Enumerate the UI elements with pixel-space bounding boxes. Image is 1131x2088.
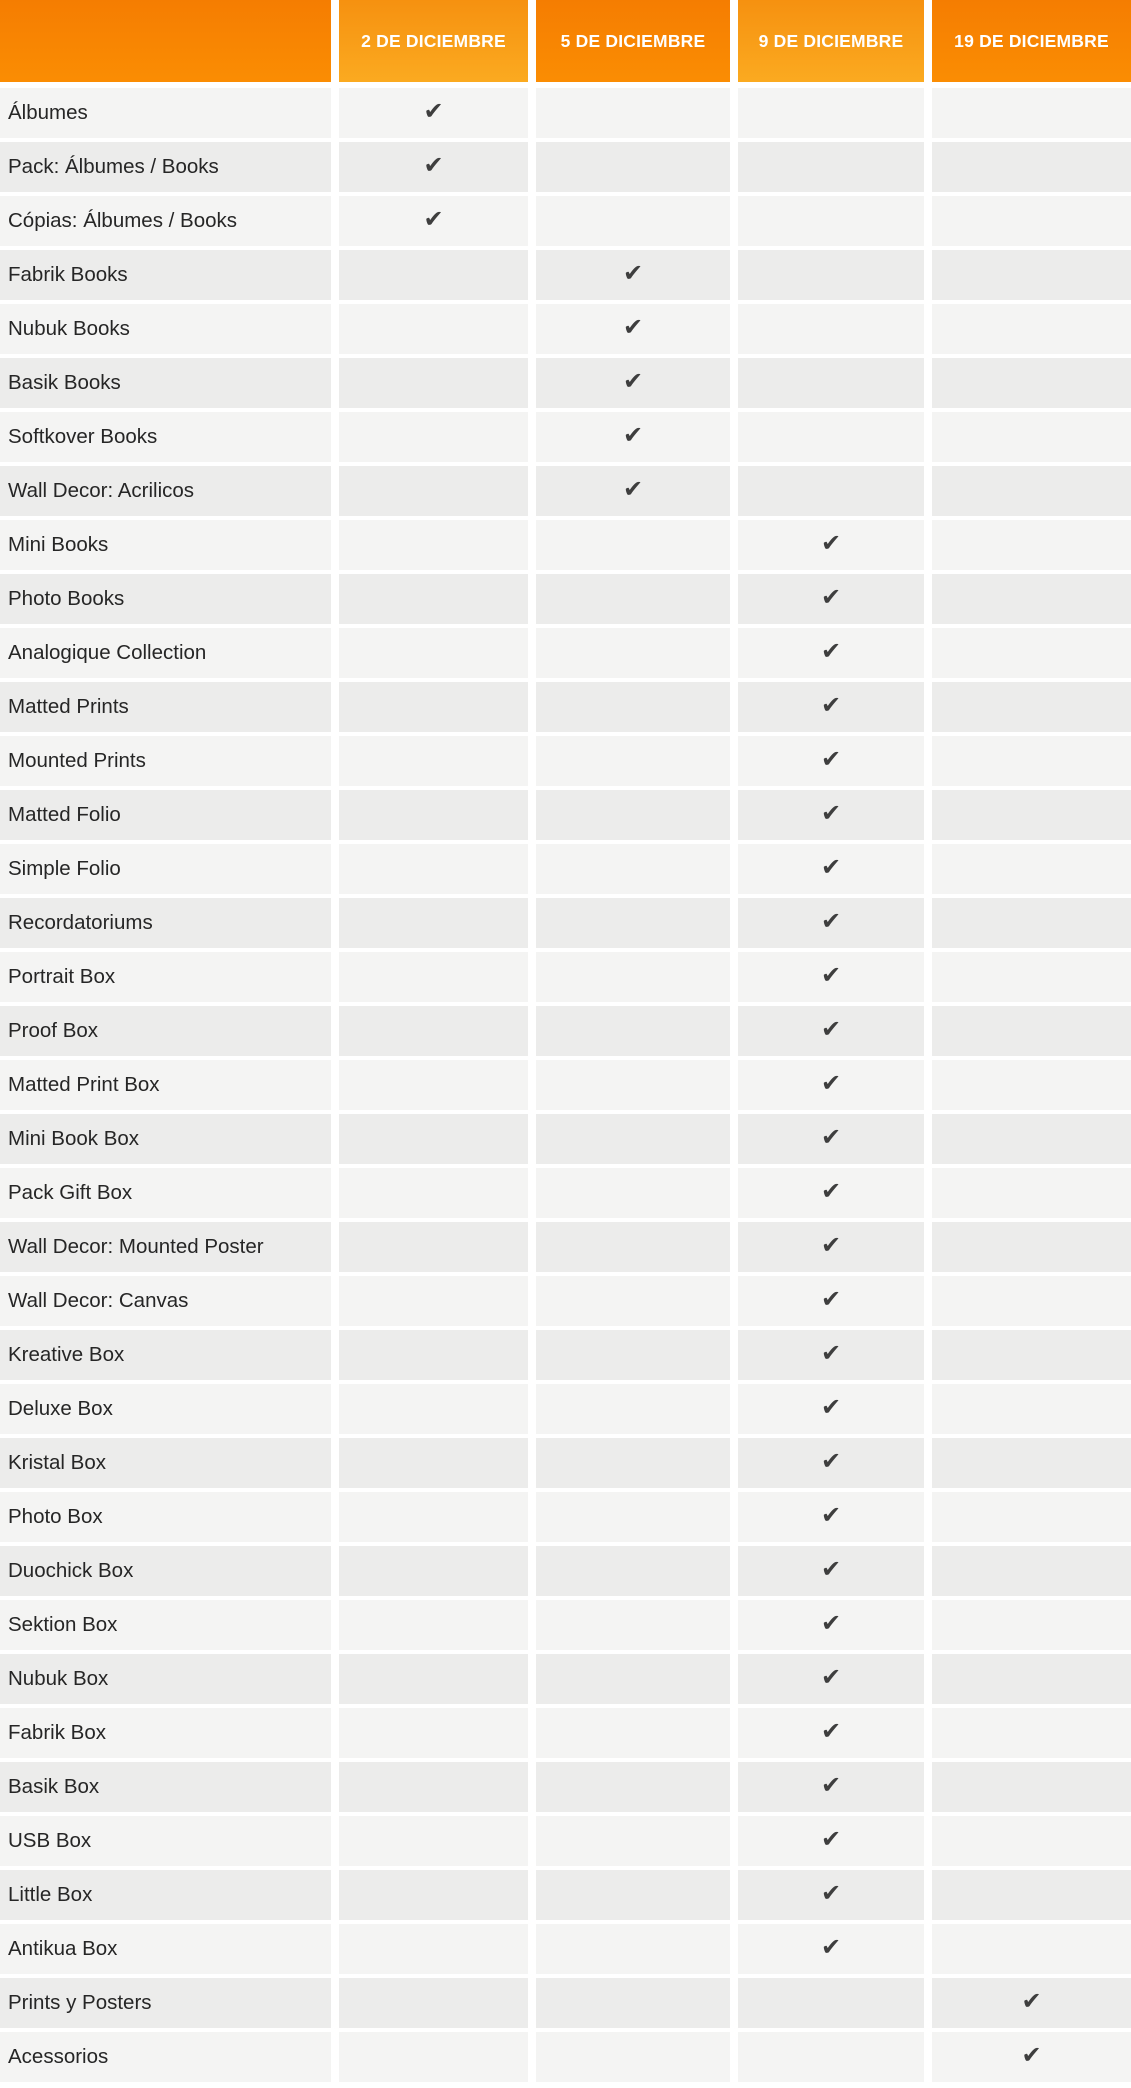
check-cell-2-de-diciembre bbox=[339, 844, 528, 894]
checkmark-icon: ✔ bbox=[622, 260, 644, 287]
check-cell-9-de-diciembre bbox=[738, 1006, 924, 1056]
product-name: Sektion Box bbox=[0, 1600, 331, 1650]
table-row bbox=[0, 358, 1131, 408]
checkmark-icon: ✔ bbox=[1021, 1988, 1042, 2015]
table-row bbox=[0, 250, 1131, 300]
check-cell-19-de-diciembre bbox=[932, 466, 1131, 516]
check-cell-19-de-diciembre bbox=[932, 1060, 1131, 1110]
check-cell-5-de-diciembre bbox=[536, 142, 730, 192]
table-row bbox=[0, 1654, 1131, 1704]
checkmark-icon: ✔ bbox=[820, 1124, 842, 1151]
check-cell-19-de-diciembre bbox=[932, 1600, 1131, 1650]
check-cell-19-de-diciembre bbox=[932, 1492, 1131, 1542]
check-cell-9-de-diciembre bbox=[738, 1276, 924, 1326]
check-cell-9-de-diciembre bbox=[738, 574, 924, 624]
product-name: Kristal Box bbox=[0, 1438, 331, 1488]
check-cell-9-de-diciembre bbox=[738, 1330, 924, 1380]
check-cell-19-de-diciembre bbox=[932, 1870, 1131, 1920]
checkmark-icon: ✔ bbox=[423, 206, 444, 233]
check-cell-19-de-diciembre bbox=[932, 88, 1131, 138]
check-cell-19-de-diciembre bbox=[932, 682, 1131, 732]
checkmark-icon: ✔ bbox=[820, 692, 842, 719]
check-cell-9-de-diciembre bbox=[738, 2032, 924, 2082]
checkmark-icon: ✔ bbox=[423, 98, 444, 125]
check-cell-5-de-diciembre bbox=[536, 88, 730, 138]
check-cell-5-de-diciembre bbox=[536, 358, 730, 408]
product-name: Softkover Books bbox=[0, 412, 331, 462]
check-cell-19-de-diciembre bbox=[932, 1924, 1131, 1974]
table-row bbox=[0, 1438, 1131, 1488]
checkmark-icon: ✔ bbox=[423, 152, 444, 179]
product-name: Simple Folio bbox=[0, 844, 331, 894]
header-19-de-diciembre: 19 DE DICIEMBRE bbox=[932, 0, 1131, 82]
check-cell-19-de-diciembre bbox=[932, 1330, 1131, 1380]
check-cell-2-de-diciembre bbox=[339, 574, 528, 624]
check-cell-2-de-diciembre bbox=[339, 142, 528, 192]
check-cell-5-de-diciembre bbox=[536, 1006, 730, 1056]
check-cell-5-de-diciembre bbox=[536, 574, 730, 624]
check-cell-2-de-diciembre bbox=[339, 1708, 528, 1758]
check-cell-5-de-diciembre bbox=[536, 898, 730, 948]
table-row bbox=[0, 1384, 1131, 1434]
table-row bbox=[0, 2032, 1131, 2082]
table-row bbox=[0, 1978, 1131, 2028]
product-name: Matted Prints bbox=[0, 682, 331, 732]
check-cell-19-de-diciembre bbox=[932, 1816, 1131, 1866]
check-cell-9-de-diciembre bbox=[738, 1816, 924, 1866]
check-cell-2-de-diciembre bbox=[339, 682, 528, 732]
checkmark-icon: ✔ bbox=[820, 1610, 842, 1637]
check-cell-2-de-diciembre bbox=[339, 790, 528, 840]
check-cell-5-de-diciembre bbox=[536, 1384, 730, 1434]
checkmark-icon: ✔ bbox=[820, 530, 842, 557]
table-row bbox=[0, 628, 1131, 678]
check-cell-19-de-diciembre bbox=[932, 1114, 1131, 1164]
check-cell-5-de-diciembre bbox=[536, 466, 730, 516]
check-cell-19-de-diciembre bbox=[932, 2032, 1131, 2082]
check-cell-9-de-diciembre bbox=[738, 358, 924, 408]
table-row bbox=[0, 1708, 1131, 1758]
check-cell-5-de-diciembre bbox=[536, 1978, 730, 2028]
table-row bbox=[0, 790, 1131, 840]
check-cell-9-de-diciembre bbox=[738, 1654, 924, 1704]
check-cell-9-de-diciembre bbox=[738, 1546, 924, 1596]
table-row bbox=[0, 682, 1131, 732]
check-cell-5-de-diciembre bbox=[536, 952, 730, 1002]
check-cell-2-de-diciembre bbox=[339, 520, 528, 570]
table-row bbox=[0, 1492, 1131, 1542]
check-cell-5-de-diciembre bbox=[536, 304, 730, 354]
check-cell-5-de-diciembre bbox=[536, 1600, 730, 1650]
check-cell-2-de-diciembre bbox=[339, 88, 528, 138]
check-cell-19-de-diciembre bbox=[932, 1546, 1131, 1596]
table-body bbox=[0, 88, 1131, 2082]
check-cell-5-de-diciembre bbox=[536, 1438, 730, 1488]
table-row bbox=[0, 1060, 1131, 1110]
check-cell-9-de-diciembre bbox=[738, 304, 924, 354]
product-name: Nubuk Books bbox=[0, 304, 331, 354]
table-row bbox=[0, 1168, 1131, 1218]
checkmark-icon: ✔ bbox=[820, 1394, 842, 1421]
check-cell-2-de-diciembre bbox=[339, 466, 528, 516]
check-cell-2-de-diciembre bbox=[339, 1006, 528, 1056]
check-cell-5-de-diciembre bbox=[536, 1492, 730, 1542]
check-cell-19-de-diciembre bbox=[932, 1708, 1131, 1758]
table-row bbox=[0, 1006, 1131, 1056]
checkmark-icon: ✔ bbox=[820, 1664, 842, 1691]
table-header bbox=[0, 0, 1131, 82]
checkmark-icon: ✔ bbox=[820, 1772, 842, 1799]
check-cell-9-de-diciembre bbox=[738, 1978, 924, 2028]
check-cell-9-de-diciembre bbox=[738, 196, 924, 246]
checkmark-icon: ✔ bbox=[820, 854, 842, 881]
check-cell-19-de-diciembre bbox=[932, 358, 1131, 408]
check-cell-5-de-diciembre bbox=[536, 1924, 730, 1974]
check-cell-9-de-diciembre bbox=[738, 1384, 924, 1434]
check-cell-9-de-diciembre bbox=[738, 1708, 924, 1758]
product-name: Matted Folio bbox=[0, 790, 331, 840]
check-cell-9-de-diciembre bbox=[738, 1060, 924, 1110]
check-cell-2-de-diciembre bbox=[339, 1762, 528, 1812]
check-cell-2-de-diciembre bbox=[339, 1978, 528, 2028]
checkmark-icon: ✔ bbox=[820, 1070, 842, 1097]
check-cell-9-de-diciembre bbox=[738, 1222, 924, 1272]
check-cell-5-de-diciembre bbox=[536, 1654, 730, 1704]
check-cell-19-de-diciembre bbox=[932, 790, 1131, 840]
check-cell-9-de-diciembre bbox=[738, 250, 924, 300]
check-cell-9-de-diciembre bbox=[738, 1492, 924, 1542]
table-row bbox=[0, 736, 1131, 786]
checkmark-icon: ✔ bbox=[820, 746, 842, 773]
check-cell-9-de-diciembre bbox=[738, 520, 924, 570]
check-cell-9-de-diciembre bbox=[738, 88, 924, 138]
check-cell-19-de-diciembre bbox=[932, 1762, 1131, 1812]
check-cell-5-de-diciembre bbox=[536, 1762, 730, 1812]
product-name: Cópias: Álbumes / Books bbox=[0, 196, 331, 246]
check-cell-2-de-diciembre bbox=[339, 1384, 528, 1434]
check-cell-9-de-diciembre bbox=[738, 142, 924, 192]
checkmark-icon: ✔ bbox=[622, 368, 644, 395]
table-row bbox=[0, 466, 1131, 516]
product-name: Photo Books bbox=[0, 574, 331, 624]
check-cell-2-de-diciembre bbox=[339, 1924, 528, 1974]
table-row bbox=[0, 520, 1131, 570]
check-cell-19-de-diciembre bbox=[932, 1168, 1131, 1218]
product-name: Mounted Prints bbox=[0, 736, 331, 786]
product-name: Mini Books bbox=[0, 520, 331, 570]
check-cell-19-de-diciembre bbox=[932, 1438, 1131, 1488]
check-cell-9-de-diciembre bbox=[738, 1762, 924, 1812]
check-cell-5-de-diciembre bbox=[536, 1276, 730, 1326]
checkmark-icon: ✔ bbox=[820, 1340, 842, 1367]
checkmark-icon: ✔ bbox=[820, 638, 842, 665]
table-row bbox=[0, 1870, 1131, 1920]
table-row bbox=[0, 844, 1131, 894]
check-cell-2-de-diciembre bbox=[339, 2032, 528, 2082]
checkmark-icon: ✔ bbox=[820, 1232, 842, 1259]
check-cell-2-de-diciembre bbox=[339, 412, 528, 462]
check-cell-5-de-diciembre bbox=[536, 1816, 730, 1866]
table-row bbox=[0, 1276, 1131, 1326]
table-row bbox=[0, 304, 1131, 354]
table-row bbox=[0, 1600, 1131, 1650]
check-cell-5-de-diciembre bbox=[536, 1114, 730, 1164]
checkmark-icon: ✔ bbox=[820, 1826, 842, 1853]
check-cell-19-de-diciembre bbox=[932, 1222, 1131, 1272]
check-cell-9-de-diciembre bbox=[738, 790, 924, 840]
check-cell-19-de-diciembre bbox=[932, 898, 1131, 948]
check-cell-5-de-diciembre bbox=[536, 412, 730, 462]
check-cell-5-de-diciembre bbox=[536, 1870, 730, 1920]
product-name: USB Box bbox=[0, 1816, 331, 1866]
check-cell-9-de-diciembre bbox=[738, 1438, 924, 1488]
checkmark-icon: ✔ bbox=[820, 1448, 842, 1475]
check-cell-19-de-diciembre bbox=[932, 304, 1131, 354]
header-9-de-diciembre: 9 DE DICIEMBRE bbox=[738, 0, 924, 82]
check-cell-19-de-diciembre bbox=[932, 1276, 1131, 1326]
check-cell-9-de-diciembre bbox=[738, 1114, 924, 1164]
check-cell-5-de-diciembre bbox=[536, 628, 730, 678]
check-cell-5-de-diciembre bbox=[536, 2032, 730, 2082]
check-cell-9-de-diciembre bbox=[738, 1870, 924, 1920]
check-cell-5-de-diciembre bbox=[536, 1546, 730, 1596]
check-cell-5-de-diciembre bbox=[536, 1168, 730, 1218]
table-row bbox=[0, 142, 1131, 192]
checkmark-icon: ✔ bbox=[820, 962, 842, 989]
check-cell-19-de-diciembre bbox=[932, 952, 1131, 1002]
check-cell-5-de-diciembre bbox=[536, 1330, 730, 1380]
check-cell-9-de-diciembre bbox=[738, 466, 924, 516]
check-cell-19-de-diciembre bbox=[932, 1006, 1131, 1056]
check-cell-5-de-diciembre bbox=[536, 250, 730, 300]
header-product-column bbox=[0, 0, 331, 82]
product-name: Kreative Box bbox=[0, 1330, 331, 1380]
check-cell-2-de-diciembre bbox=[339, 1546, 528, 1596]
check-cell-2-de-diciembre bbox=[339, 1222, 528, 1272]
table-row bbox=[0, 1114, 1131, 1164]
table-row bbox=[0, 1222, 1131, 1272]
check-cell-2-de-diciembre bbox=[339, 196, 528, 246]
checkmark-icon: ✔ bbox=[820, 584, 842, 611]
check-cell-2-de-diciembre bbox=[339, 1492, 528, 1542]
table-row bbox=[0, 898, 1131, 948]
checkmark-icon: ✔ bbox=[820, 1718, 842, 1745]
checkmark-icon: ✔ bbox=[820, 1178, 842, 1205]
check-cell-19-de-diciembre bbox=[932, 736, 1131, 786]
product-name: Nubuk Box bbox=[0, 1654, 331, 1704]
product-name: Fabrik Box bbox=[0, 1708, 331, 1758]
product-name: Mini Book Box bbox=[0, 1114, 331, 1164]
product-name: Analogique Collection bbox=[0, 628, 331, 678]
product-name: Acessorios bbox=[0, 2032, 331, 2082]
product-name: Portrait Box bbox=[0, 952, 331, 1002]
check-cell-2-de-diciembre bbox=[339, 1168, 528, 1218]
check-cell-2-de-diciembre bbox=[339, 250, 528, 300]
check-cell-5-de-diciembre bbox=[536, 682, 730, 732]
checkmark-icon: ✔ bbox=[622, 422, 644, 449]
product-name: Proof Box bbox=[0, 1006, 331, 1056]
check-cell-19-de-diciembre bbox=[932, 520, 1131, 570]
check-cell-5-de-diciembre bbox=[536, 790, 730, 840]
check-cell-19-de-diciembre bbox=[932, 844, 1131, 894]
check-cell-2-de-diciembre bbox=[339, 358, 528, 408]
product-name: Wall Decor: Mounted Poster bbox=[0, 1222, 331, 1272]
check-cell-2-de-diciembre bbox=[339, 1276, 528, 1326]
check-cell-5-de-diciembre bbox=[536, 1708, 730, 1758]
check-cell-2-de-diciembre bbox=[339, 736, 528, 786]
table-row bbox=[0, 1924, 1131, 1974]
check-cell-9-de-diciembre bbox=[738, 628, 924, 678]
table-row bbox=[0, 1330, 1131, 1380]
check-cell-2-de-diciembre bbox=[339, 1330, 528, 1380]
check-cell-19-de-diciembre bbox=[932, 1978, 1131, 2028]
check-cell-2-de-diciembre bbox=[339, 304, 528, 354]
check-cell-2-de-diciembre bbox=[339, 1438, 528, 1488]
checkmark-icon: ✔ bbox=[622, 314, 644, 341]
check-cell-9-de-diciembre bbox=[738, 952, 924, 1002]
check-cell-19-de-diciembre bbox=[932, 412, 1131, 462]
checkmark-icon: ✔ bbox=[820, 1502, 842, 1529]
table-row bbox=[0, 88, 1131, 138]
check-cell-2-de-diciembre bbox=[339, 1654, 528, 1704]
product-name: Pack Gift Box bbox=[0, 1168, 331, 1218]
check-cell-9-de-diciembre bbox=[738, 1600, 924, 1650]
check-cell-2-de-diciembre bbox=[339, 628, 528, 678]
check-cell-2-de-diciembre bbox=[339, 1060, 528, 1110]
check-cell-2-de-diciembre bbox=[339, 1114, 528, 1164]
check-cell-5-de-diciembre bbox=[536, 1222, 730, 1272]
product-name: Wall Decor: Acrilicos bbox=[0, 466, 331, 516]
check-cell-9-de-diciembre bbox=[738, 736, 924, 786]
product-name: Prints y Posters bbox=[0, 1978, 331, 2028]
checkmark-icon: ✔ bbox=[820, 1934, 842, 1961]
check-cell-19-de-diciembre bbox=[932, 142, 1131, 192]
check-cell-2-de-diciembre bbox=[339, 898, 528, 948]
table-row bbox=[0, 412, 1131, 462]
check-cell-9-de-diciembre bbox=[738, 412, 924, 462]
checkmark-icon: ✔ bbox=[820, 800, 842, 827]
check-cell-9-de-diciembre bbox=[738, 682, 924, 732]
check-cell-19-de-diciembre bbox=[932, 574, 1131, 624]
checkmark-icon: ✔ bbox=[622, 476, 644, 503]
product-name: Álbumes bbox=[0, 88, 331, 138]
check-cell-2-de-diciembre bbox=[339, 1600, 528, 1650]
check-cell-9-de-diciembre bbox=[738, 1168, 924, 1218]
check-cell-19-de-diciembre bbox=[932, 628, 1131, 678]
header-2-de-diciembre: 2 DE DICIEMBRE bbox=[339, 0, 528, 82]
check-cell-2-de-diciembre bbox=[339, 1816, 528, 1866]
checkmark-icon: ✔ bbox=[820, 1016, 842, 1043]
check-cell-5-de-diciembre bbox=[536, 736, 730, 786]
check-cell-9-de-diciembre bbox=[738, 1924, 924, 1974]
product-name: Duochick Box bbox=[0, 1546, 331, 1596]
checkmark-icon: ✔ bbox=[820, 1880, 842, 1907]
product-name: Basik Books bbox=[0, 358, 331, 408]
check-cell-2-de-diciembre bbox=[339, 952, 528, 1002]
check-cell-5-de-diciembre bbox=[536, 844, 730, 894]
check-cell-19-de-diciembre bbox=[932, 1384, 1131, 1434]
product-name: Fabrik Books bbox=[0, 250, 331, 300]
product-name: Recordatoriums bbox=[0, 898, 331, 948]
check-cell-9-de-diciembre bbox=[738, 898, 924, 948]
table-row bbox=[0, 1762, 1131, 1812]
product-name: Pack: Álbumes / Books bbox=[0, 142, 331, 192]
table-row bbox=[0, 574, 1131, 624]
product-name: Wall Decor: Canvas bbox=[0, 1276, 331, 1326]
table-row bbox=[0, 196, 1131, 246]
table-row bbox=[0, 952, 1131, 1002]
product-name: Photo Box bbox=[0, 1492, 331, 1542]
check-cell-5-de-diciembre bbox=[536, 1060, 730, 1110]
checkmark-icon: ✔ bbox=[1021, 2042, 1042, 2069]
checkmark-icon: ✔ bbox=[820, 1556, 842, 1583]
check-cell-2-de-diciembre bbox=[339, 1870, 528, 1920]
check-cell-9-de-diciembre bbox=[738, 844, 924, 894]
check-cell-5-de-diciembre bbox=[536, 196, 730, 246]
table-row bbox=[0, 1816, 1131, 1866]
product-name: Deluxe Box bbox=[0, 1384, 331, 1434]
checkmark-icon: ✔ bbox=[820, 1286, 842, 1313]
product-name: Basik Box bbox=[0, 1762, 331, 1812]
check-cell-19-de-diciembre bbox=[932, 250, 1131, 300]
checkmark-icon: ✔ bbox=[820, 908, 842, 935]
product-name: Little Box bbox=[0, 1870, 331, 1920]
check-cell-5-de-diciembre bbox=[536, 520, 730, 570]
product-name: Matted Print Box bbox=[0, 1060, 331, 1110]
check-cell-19-de-diciembre bbox=[932, 1654, 1131, 1704]
header-5-de-diciembre: 5 DE DICIEMBRE bbox=[536, 0, 730, 82]
check-cell-19-de-diciembre bbox=[932, 196, 1131, 246]
product-name: Antikua Box bbox=[0, 1924, 331, 1974]
table-row bbox=[0, 1546, 1131, 1596]
